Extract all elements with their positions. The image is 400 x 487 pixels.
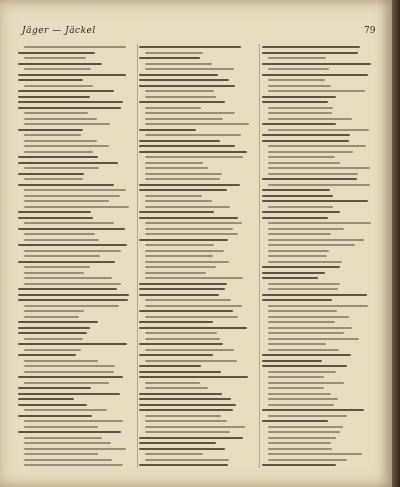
text-line-placeholder bbox=[145, 360, 237, 362]
text-line-placeholder bbox=[139, 365, 201, 367]
text-line-placeholder bbox=[139, 393, 222, 395]
text-line-placeholder bbox=[24, 266, 90, 268]
text-line-placeholder bbox=[145, 178, 220, 180]
text-line-placeholder bbox=[145, 332, 217, 334]
text-line-placeholder bbox=[268, 79, 325, 81]
text-line-placeholder bbox=[268, 118, 352, 120]
text-line-placeholder bbox=[18, 96, 90, 98]
text-line-placeholder bbox=[262, 178, 357, 180]
text-line-placeholder bbox=[18, 261, 115, 263]
text-line-placeholder bbox=[24, 233, 95, 235]
text-line-placeholder bbox=[268, 151, 353, 153]
text-line-placeholder bbox=[145, 272, 206, 274]
text-line-placeholder bbox=[145, 382, 200, 384]
text-line-placeholder bbox=[268, 233, 331, 235]
text-line-placeholder bbox=[145, 233, 238, 235]
text-line-placeholder bbox=[268, 371, 336, 373]
text-line-placeholder bbox=[18, 217, 93, 219]
text-line-placeholder bbox=[262, 464, 336, 466]
text-line-placeholder bbox=[18, 90, 114, 92]
text-line-placeholder bbox=[145, 200, 212, 202]
text-line-placeholder bbox=[24, 195, 120, 197]
text-line-placeholder bbox=[24, 134, 81, 136]
text-line-placeholder bbox=[18, 156, 98, 158]
text-line-placeholder bbox=[24, 145, 109, 147]
text-line-placeholder bbox=[24, 338, 83, 340]
text-line-placeholder bbox=[262, 211, 340, 213]
text-line-placeholder bbox=[268, 255, 327, 257]
text-line-placeholder bbox=[268, 288, 338, 290]
text-line-placeholder bbox=[139, 57, 200, 59]
text-line-placeholder bbox=[24, 222, 114, 224]
text-line-placeholder bbox=[145, 162, 203, 164]
text-line-placeholder bbox=[18, 162, 118, 164]
text-line-placeholder bbox=[139, 442, 216, 444]
illegible-entry-line bbox=[139, 462, 257, 468]
column-divider bbox=[259, 44, 260, 468]
text-line-placeholder bbox=[145, 173, 222, 175]
text-line-placeholder bbox=[18, 173, 84, 175]
text-line-placeholder bbox=[24, 118, 97, 120]
text-line-placeholder bbox=[268, 382, 344, 384]
text-line-placeholder bbox=[145, 107, 201, 109]
text-line-placeholder bbox=[24, 189, 126, 191]
text-line-placeholder bbox=[268, 244, 355, 246]
text-line-placeholder bbox=[18, 343, 127, 345]
text-line-placeholder bbox=[145, 431, 230, 433]
text-line-placeholder bbox=[18, 404, 87, 406]
text-line-placeholder bbox=[145, 266, 216, 268]
text-line-placeholder bbox=[139, 283, 227, 285]
text-line-placeholder bbox=[145, 420, 227, 422]
page-number: 79 bbox=[364, 26, 376, 36]
text-line-placeholder bbox=[268, 129, 369, 131]
text-line-placeholder bbox=[18, 74, 126, 76]
text-line-placeholder bbox=[145, 349, 234, 351]
text-line-placeholder bbox=[24, 349, 81, 351]
text-line-placeholder bbox=[268, 107, 333, 109]
text-line-placeholder bbox=[18, 398, 74, 400]
text-line-placeholder bbox=[24, 437, 102, 439]
text-line-placeholder bbox=[24, 123, 110, 125]
text-line-placeholder bbox=[268, 310, 337, 312]
text-line-placeholder bbox=[139, 354, 213, 356]
text-line-placeholder bbox=[268, 184, 370, 186]
text-line-placeholder bbox=[24, 360, 98, 362]
text-line-placeholder bbox=[262, 46, 360, 48]
text-line-placeholder bbox=[18, 387, 91, 389]
text-line-placeholder bbox=[139, 321, 213, 323]
text-line-placeholder bbox=[24, 57, 86, 59]
text-line-placeholder bbox=[139, 184, 240, 186]
text-line-placeholder bbox=[139, 151, 247, 153]
text-line-placeholder bbox=[18, 244, 127, 246]
text-line-placeholder bbox=[139, 211, 214, 213]
text-line-placeholder bbox=[24, 167, 99, 169]
text-line-placeholder bbox=[24, 365, 115, 367]
text-line-placeholder bbox=[139, 239, 228, 241]
text-line-placeholder bbox=[145, 261, 229, 263]
text-line-placeholder bbox=[139, 288, 225, 290]
text-line-placeholder bbox=[268, 376, 324, 378]
text-line-placeholder bbox=[262, 96, 336, 98]
text-line-placeholder bbox=[262, 63, 371, 65]
text-line-placeholder bbox=[268, 393, 331, 395]
text-line-placeholder bbox=[145, 299, 231, 301]
text-line-placeholder bbox=[262, 354, 351, 356]
text-line-placeholder bbox=[18, 415, 92, 417]
text-line-placeholder bbox=[139, 376, 248, 378]
text-line-placeholder bbox=[145, 52, 203, 54]
text-line-placeholder bbox=[24, 206, 129, 208]
text-line-placeholder bbox=[262, 140, 349, 142]
text-line-placeholder bbox=[268, 338, 359, 340]
text-line-placeholder bbox=[262, 123, 336, 125]
text-line-placeholder bbox=[268, 206, 333, 208]
text-line-placeholder bbox=[145, 68, 234, 70]
text-line-placeholder bbox=[268, 343, 326, 345]
text-line-placeholder bbox=[18, 52, 95, 54]
text-line-placeholder bbox=[145, 255, 213, 257]
text-line-placeholder bbox=[24, 283, 121, 285]
illegible-entry-line bbox=[18, 462, 136, 468]
text-line-placeholder bbox=[262, 294, 367, 296]
text-line-placeholder bbox=[139, 189, 227, 191]
text-line-placeholder bbox=[18, 327, 90, 329]
directory-column-left bbox=[18, 44, 136, 470]
text-line-placeholder bbox=[145, 96, 216, 98]
text-line-placeholder bbox=[24, 316, 79, 318]
text-line-placeholder bbox=[18, 63, 102, 65]
text-line-placeholder bbox=[268, 283, 340, 285]
text-line-placeholder bbox=[145, 195, 202, 197]
text-line-placeholder bbox=[145, 134, 241, 136]
text-line-placeholder bbox=[139, 217, 238, 219]
illegible-entry-line bbox=[262, 462, 380, 468]
text-line-placeholder bbox=[262, 272, 325, 274]
text-line-placeholder bbox=[145, 156, 243, 158]
text-line-placeholder bbox=[268, 305, 368, 307]
text-line-placeholder bbox=[18, 79, 83, 81]
text-line-placeholder bbox=[145, 222, 242, 224]
book-spine-shadow bbox=[392, 0, 400, 487]
text-line-placeholder bbox=[262, 52, 358, 54]
text-line-placeholder bbox=[139, 74, 218, 76]
text-line-placeholder bbox=[24, 382, 109, 384]
text-line-placeholder bbox=[24, 305, 119, 307]
text-line-placeholder bbox=[139, 409, 233, 411]
text-line-placeholder bbox=[18, 321, 98, 323]
text-line-placeholder bbox=[145, 426, 245, 428]
text-line-placeholder bbox=[262, 266, 340, 268]
text-line-placeholder bbox=[262, 420, 328, 422]
text-line-placeholder bbox=[268, 57, 326, 59]
text-line-placeholder bbox=[24, 453, 98, 455]
text-line-placeholder bbox=[24, 464, 123, 466]
text-line-placeholder bbox=[139, 404, 236, 406]
text-line-placeholder bbox=[139, 129, 196, 131]
text-line-placeholder bbox=[145, 277, 243, 279]
text-line-placeholder bbox=[24, 85, 93, 87]
text-line-placeholder bbox=[139, 294, 219, 296]
text-line-placeholder bbox=[18, 393, 120, 395]
text-line-placeholder bbox=[145, 244, 214, 246]
text-line-placeholder bbox=[18, 228, 125, 230]
text-line-placeholder bbox=[145, 63, 212, 65]
text-line-placeholder bbox=[268, 112, 332, 114]
text-line-placeholder bbox=[18, 299, 128, 301]
text-line-placeholder bbox=[268, 68, 329, 70]
text-line-placeholder bbox=[24, 151, 93, 153]
text-line-placeholder bbox=[268, 332, 344, 334]
text-line-placeholder bbox=[24, 200, 109, 202]
text-line-placeholder bbox=[139, 101, 225, 103]
text-line-placeholder bbox=[268, 173, 358, 175]
text-line-placeholder bbox=[262, 101, 328, 103]
text-line-placeholder bbox=[268, 387, 324, 389]
text-line-placeholder bbox=[24, 46, 126, 48]
text-line-placeholder bbox=[18, 354, 76, 356]
text-line-placeholder bbox=[268, 327, 352, 329]
column-divider bbox=[137, 44, 138, 468]
text-line-placeholder bbox=[268, 448, 332, 450]
text-line-placeholder bbox=[262, 277, 318, 279]
text-line-placeholder bbox=[145, 250, 224, 252]
text-line-placeholder bbox=[24, 255, 100, 257]
text-line-placeholder bbox=[24, 250, 121, 252]
text-line-placeholder bbox=[268, 222, 371, 224]
text-line-placeholder bbox=[268, 145, 366, 147]
running-header: Jäger — Jäckel bbox=[22, 26, 96, 36]
text-line-placeholder bbox=[18, 288, 117, 290]
text-line-placeholder bbox=[145, 305, 242, 307]
text-line-placeholder bbox=[268, 404, 334, 406]
text-line-placeholder bbox=[139, 343, 223, 345]
text-line-placeholder bbox=[262, 195, 333, 197]
text-line-placeholder bbox=[24, 112, 88, 114]
text-line-placeholder bbox=[18, 101, 123, 103]
text-line-placeholder bbox=[139, 145, 235, 147]
text-line-placeholder bbox=[18, 107, 121, 109]
text-line-placeholder bbox=[139, 85, 235, 87]
text-line-placeholder bbox=[139, 310, 233, 312]
text-line-placeholder bbox=[145, 316, 238, 318]
text-line-placeholder bbox=[145, 228, 233, 230]
text-line-placeholder bbox=[18, 129, 83, 131]
text-line-placeholder bbox=[139, 371, 221, 373]
text-line-placeholder bbox=[268, 239, 364, 241]
text-line-placeholder bbox=[262, 134, 350, 136]
text-line-placeholder bbox=[268, 261, 342, 263]
text-line-placeholder bbox=[145, 338, 220, 340]
text-line-placeholder bbox=[262, 189, 330, 191]
text-line-placeholder bbox=[24, 239, 99, 241]
text-line-placeholder bbox=[268, 398, 338, 400]
text-line-placeholder bbox=[139, 464, 228, 466]
text-line-placeholder bbox=[262, 74, 368, 76]
text-line-placeholder bbox=[262, 200, 368, 202]
text-line-placeholder bbox=[145, 167, 208, 169]
text-line-placeholder bbox=[268, 349, 339, 351]
text-line-placeholder bbox=[18, 211, 91, 213]
text-line-placeholder bbox=[268, 431, 340, 433]
text-line-placeholder bbox=[139, 46, 241, 48]
text-line-placeholder bbox=[18, 431, 121, 433]
text-line-placeholder bbox=[24, 459, 112, 461]
text-line-placeholder bbox=[145, 459, 229, 461]
text-line-placeholder bbox=[145, 118, 223, 120]
text-line-placeholder bbox=[145, 415, 221, 417]
text-line-placeholder bbox=[24, 371, 114, 373]
text-line-placeholder bbox=[262, 365, 347, 367]
text-line-placeholder bbox=[268, 453, 362, 455]
text-line-placeholder bbox=[24, 178, 83, 180]
text-line-placeholder bbox=[24, 277, 112, 279]
text-line-placeholder bbox=[145, 112, 235, 114]
text-line-placeholder bbox=[262, 360, 322, 362]
text-line-placeholder bbox=[139, 448, 225, 450]
text-line-placeholder bbox=[268, 167, 370, 169]
text-line-placeholder bbox=[145, 206, 230, 208]
text-line-placeholder bbox=[268, 415, 347, 417]
text-line-placeholder bbox=[139, 140, 220, 142]
text-line-placeholder bbox=[268, 250, 329, 252]
text-line-placeholder bbox=[24, 310, 84, 312]
text-line-placeholder bbox=[24, 420, 123, 422]
text-line-placeholder bbox=[268, 442, 331, 444]
text-line-placeholder bbox=[18, 332, 87, 334]
text-line-placeholder bbox=[24, 272, 84, 274]
text-line-placeholder bbox=[145, 453, 203, 455]
text-line-placeholder bbox=[139, 327, 247, 329]
text-line-placeholder bbox=[24, 448, 126, 450]
text-line-placeholder bbox=[268, 85, 331, 87]
text-line-placeholder bbox=[268, 316, 349, 318]
text-line-placeholder bbox=[24, 426, 98, 428]
text-line-placeholder bbox=[268, 156, 335, 158]
text-line-placeholder bbox=[145, 387, 208, 389]
text-line-placeholder bbox=[139, 398, 231, 400]
text-line-placeholder bbox=[18, 294, 129, 296]
directory-column-middle bbox=[139, 44, 257, 470]
text-line-placeholder bbox=[139, 437, 243, 439]
text-line-placeholder bbox=[18, 184, 114, 186]
text-line-placeholder bbox=[268, 228, 344, 230]
text-line-placeholder bbox=[24, 68, 91, 70]
text-line-placeholder bbox=[268, 321, 335, 323]
text-line-placeholder bbox=[262, 299, 332, 301]
text-line-placeholder bbox=[268, 437, 336, 439]
text-line-placeholder bbox=[24, 409, 107, 411]
text-line-placeholder bbox=[145, 123, 249, 125]
text-line-placeholder bbox=[24, 442, 111, 444]
text-line-placeholder bbox=[262, 409, 364, 411]
text-line-placeholder bbox=[268, 459, 347, 461]
text-line-placeholder bbox=[18, 376, 123, 378]
directory-column-right bbox=[262, 44, 380, 470]
text-line-placeholder bbox=[145, 90, 214, 92]
text-line-placeholder bbox=[24, 140, 97, 142]
text-line-placeholder bbox=[262, 217, 328, 219]
text-line-placeholder bbox=[268, 90, 365, 92]
text-line-placeholder bbox=[268, 162, 340, 164]
text-line-placeholder bbox=[139, 79, 229, 81]
text-line-placeholder bbox=[268, 426, 343, 428]
